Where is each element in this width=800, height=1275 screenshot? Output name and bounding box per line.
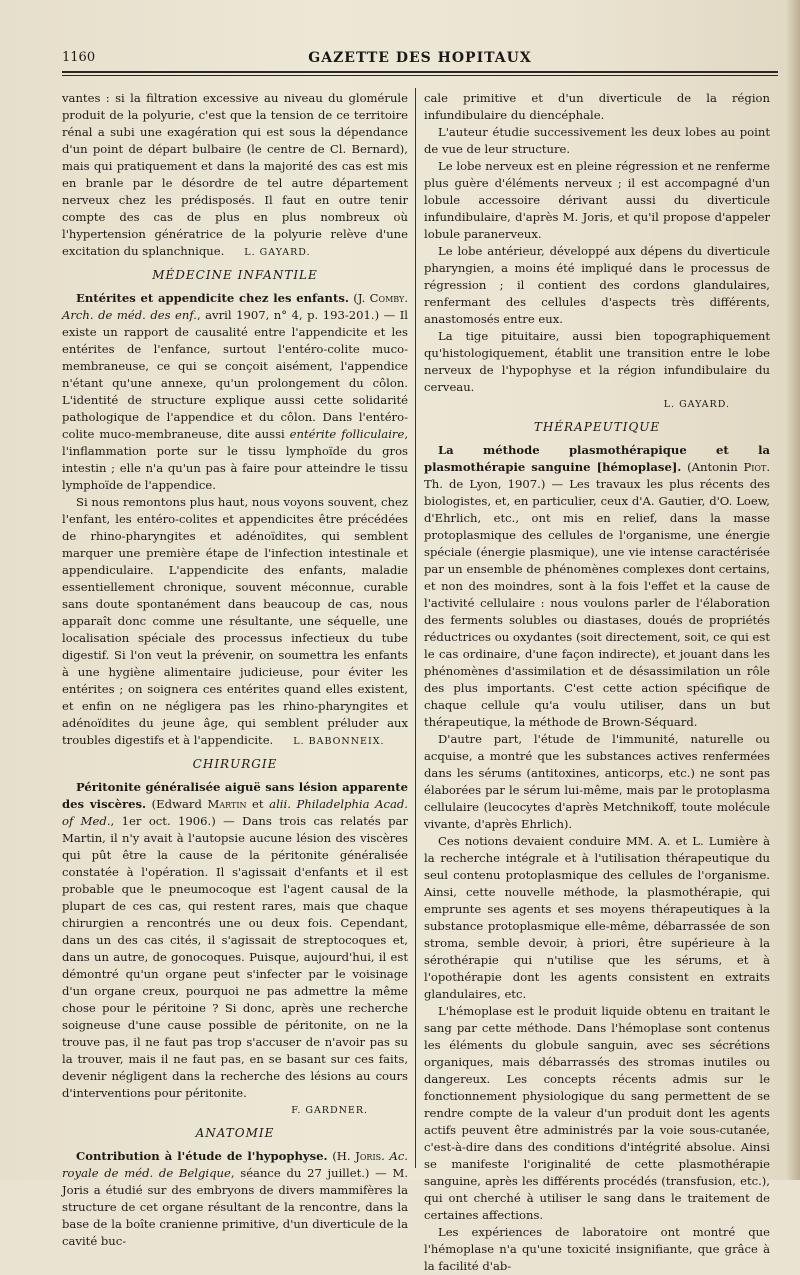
author-name: Piot	[743, 460, 767, 474]
journal-reference: . Arch. de méd. des enf.	[62, 291, 408, 322]
citation-text: (J.	[348, 291, 370, 305]
paragraph: L'hémoplase est le produit liquide obtenu en traitant le sang par cette méthode. Dans l'hémoplase sont contenus les éléments du globule sanguin, avec ses sécrétions organiques, mais débarrassés des stromas inutiles ou dangereux. Les concepts récents admis sur le fonctionnement physiologique du sang permettent de se rendre compte de la valeur d'un produit dont les agents actifs peuvent être administrés par la voie sous-cutanée, c'est-à-dire dans des conditions d'intégrité absolue. Ainsi se manifeste l'originalité de cette plasmothérapie sanguine, après les différents procédés (transfusion, etc.), qui ont cherché à utiliser le sang dans le traitement de certaines affections.	[424, 1004, 770, 1222]
article-peritonite	[62, 779, 408, 1102]
section-heading-chirurgie: CHIRURGIE	[192, 757, 278, 771]
paragraph: La tige pituitaire, aussi bien topographiquement qu'histologiquement, établit une transition entre le lobe nerveux de l'hypophyse et la région infundibulaire du cerveau.	[424, 329, 770, 394]
page-edge-shadow	[786, 0, 800, 1180]
citation-text: (Antonin	[681, 460, 744, 474]
author-name: Joris	[355, 1149, 382, 1163]
citation-text: et	[246, 797, 270, 811]
article-signature: F. GARDNER.	[291, 1105, 368, 1116]
article-signature: L. GAYARD.	[663, 399, 730, 410]
article-plasmotherapie	[424, 442, 770, 731]
paragraph-text: Si nous remontons plus haut, nous voyons souvent, chez l'enfant, les entéro-colites et appendicites être précédées de rhino-pharyngites et adénoïdites, qui semblent marquer une première étape de l'infection intestinale et appendiculaire. L'appendicite des enfants, maladie essentiellement chronique, souvent méconnue, curable sans doute spontanément dans beaucoup de cas, nous apparaît donc comme une résultante, une séquelle, une localisation spéciale des processus infectieux du tube digestif. Si l'on veut la prévenir, on soumettra les enfants à une hygiène alimentaire judicieuse, pour éviter les entérites ; on soignera ces entérites quand elles existent, et enfin on ne négligera pas les rhino-pharyngites et adénoïdites du jeune âge, qui semblent préluder aux troubles digestifs et à l'appendicite.	[62, 495, 408, 747]
article-entrites-appendicite	[62, 290, 408, 494]
right-column	[424, 90, 770, 1275]
paragraph-text: vantes : si la filtration excessive au niveau du glomérule produit de la polyurie, c'est que la tension de ce territoire rénal a subi une exagération qui est sous la dépendance d'un point de départ bulbaire (le centre de Cl. Bernard), mais qui pratiquement et dans la majorité des cas est mis en branle par le désordre de tel autre département nerveux chez les prédisposés. Il faut en outre tenir compte des cas de plus en plus nombreux où l'hypertension génératrice de la polyurie relève d'une excitation du splanchnique.	[62, 91, 408, 258]
paragraph	[62, 90, 408, 261]
journal-title: GAZETTE DES HOPITAUX	[308, 50, 532, 66]
section-heading-medecine-infantile: MÉDECINE INFANTILE	[152, 268, 318, 282]
paragraph: Le lobe antérieur, développé aux dépens du diverticule pharyngien, a moins été impliqué dans le processus de régression ; il contient des cordons glandulaires, renfermant des cellules d'aspects très différents, anastomosés entre eux.	[424, 244, 770, 326]
italic-term: entérite folliculaire	[289, 427, 405, 441]
paragraph: Le lobe nerveux est en pleine régression et ne renferme plus guère d'éléments nerveux ; il est accompagné d'un lobule accessoire dérivant aussi du diverticule infundibulaire, d'après M. Joris, et qu'il propose d'appeler lobule paranerveux.	[424, 159, 770, 241]
article-signature: L. GAYARD.	[244, 247, 311, 258]
column-divider	[415, 88, 416, 1168]
article-body: , avril 1907, n° 4, p. 193-201.) — Il existe un rapport de causalité entre l'appendicite et les entérites de l'enfance, surtout l'entéro-colite muco-membraneuse, ce qui se conçoit aisément, l'appendice n'étant qu'une annexe, qu'un prolongement du côlon. L'identité de structure explique aussi cette solidarité pathologique de l'appendice et du côlon. Dans l'entéro-colite muco-membraneuse, dite aussi	[62, 308, 408, 441]
author-name: Comby	[369, 291, 405, 305]
paragraph: Ces notions devaient conduire MM. A. et L. Lumière à la recherche intégrale et à l'utilisation thérapeutique du seul contenu protoplasmique des cellules de l'organisme. Ainsi, cette nouvelle méthode, la plasmothérapie, qui emprunte ses agents et ses moyens thérapeutiques à la substance protoplasmique elle-même, débarrassée de son stroma, semble devoir, à priori, être supérieure à la sérothérapie qui n'utilise que les sérums, et à l'opothérapie dont les agents consistent en extraits glandulaires, etc.	[424, 834, 770, 1001]
citation-text: (Edward	[146, 797, 208, 811]
article-title: La méthode plasmothérapique et la plasmothérapie sanguine [hémoplase].	[424, 443, 770, 474]
author-name: Martin	[207, 797, 247, 811]
paragraph: D'autre part, l'étude de l'immunité, naturelle ou acquise, a montré que les substances actives renfermées dans les sérums (antitoxines, anticorps, etc.) ne sont pas élaborées par le sérum lui-même, mais par le protoplasma cellulaire (leucocytes d'après Metchnikoff, toute molécule vivante, d'après Ehrlich).	[424, 732, 770, 831]
paragraph: cale primitive et d'un diverticule de la région infundibulaire du diencéphale.	[424, 91, 770, 122]
article-title: Péritonite généralisée aiguë sans lésion apparente des viscères.	[62, 780, 408, 811]
paragraph: Les expériences de laboratoire ont montré que l'hémoplase n'a qu'une toxicité insignifiante, que grâce à la facilité d'ab-	[424, 1225, 770, 1273]
left-column	[62, 90, 408, 1250]
header-rule-thick	[62, 71, 778, 73]
header-rule-thin	[62, 75, 778, 76]
article-body: , séance du 27 juillet.) — M. Joris a étudié sur des embryons de divers mammifères la structure de cet organe résultant de la rencontre, dans la base de la boîte cranienne primitive, d'un diverticule de la cavité buc-	[62, 1166, 408, 1248]
citation-text: (H.	[327, 1149, 356, 1163]
section-heading-anatomie: ANATOMIE	[195, 1126, 275, 1140]
paragraph: L'auteur étudie successivement les deux lobes au point de vue de leur structure.	[424, 125, 770, 156]
article-body: , 1er oct. 1906.) — Dans trois cas relatés par Martin, il n'y avait à l'autopsie aucune lésion des viscères qui pût être la cause de la péritonite généralisée constatée à l'opération. Il s'agissait d'enfants et il est probable que le pneumocoque est l'agent causal de la plupart de ces cas, qui restent rares, mais que chaque chirurgien a rencontrés une ou deux fois. Cependant, dans un des cas cités, il s'agissait de streptocoques et, dans un autre, de gonocoques. Puisque, aujourd'hui, il est démontré qu'un organe peut s'infecter par le voisinage d'un organe creux, pourquoi ne pas admettre la même chose pour le péritoine ? Si donc, après une recherche soigneuse d'une cause possible de péritonite, on ne la trouve pas, il ne faut pas trop s'accuser de n'avoir pas su la trouver, mais il ne faut pas, en se basant sur ces faits, devenir négligent dans la recherche des lésions au cours d'interventions pour péritonite.	[62, 814, 409, 1100]
section-heading-therapeutique: THÉRAPEUTIQUE	[533, 420, 661, 434]
article-title: Contribution à l'étude de l'hypophyse.	[76, 1149, 328, 1163]
journal-reference: alii. Philadelphia Acad. of Med.	[62, 797, 408, 828]
page-header	[62, 50, 778, 72]
article-signature: L. BABONNEIX.	[293, 736, 385, 747]
paragraph	[62, 494, 408, 750]
article-body: . Th. de Lyon, 1907.) — Les travaux les plus récents des biologistes, et, en particulier, ceux d'A. Gautier, d'O. Loew, d'Ehrlich, etc., ont mis en relief, dans la masse protoplasmique des cellules de l'organisme, une énergie spéciale (énergie plasmique), une vie intense caractérisée par un ensemble de phénomènes complexes dont certains, et non des moindres, sont à la fois l'effet et la cause de l'activité cellulaire : nous voulons parler de l'élaboration des ferments solubles ou diastases, doués de propriétés réductrices ou oxydantes (soit directement, soit, ce qui est le cas ordinaire, d'une façon indirecte), et jouant dans les phénomènes d'assimilation et de désassimilation un rôle des plus importants. C'est cette action spécifique de chaque cellule qu'a voulu utiliser, dans un but thérapeutique, la méthode de Brown-Séquard.	[424, 460, 770, 729]
journal-reference: . Ac. royale de méd. de Belgique	[62, 1149, 408, 1180]
article-body: , l'inflammation porte sur le tissu lymphoïde du gros intestin ; elle n'a qu'un pas à faire pour atteindre le tissu lymphoïde de l'appendice.	[62, 427, 409, 492]
article-title: Entérites et appendicite chez les enfants.	[76, 291, 349, 305]
page-number: 1160	[62, 50, 96, 65]
article-hypophyse	[62, 1148, 408, 1250]
